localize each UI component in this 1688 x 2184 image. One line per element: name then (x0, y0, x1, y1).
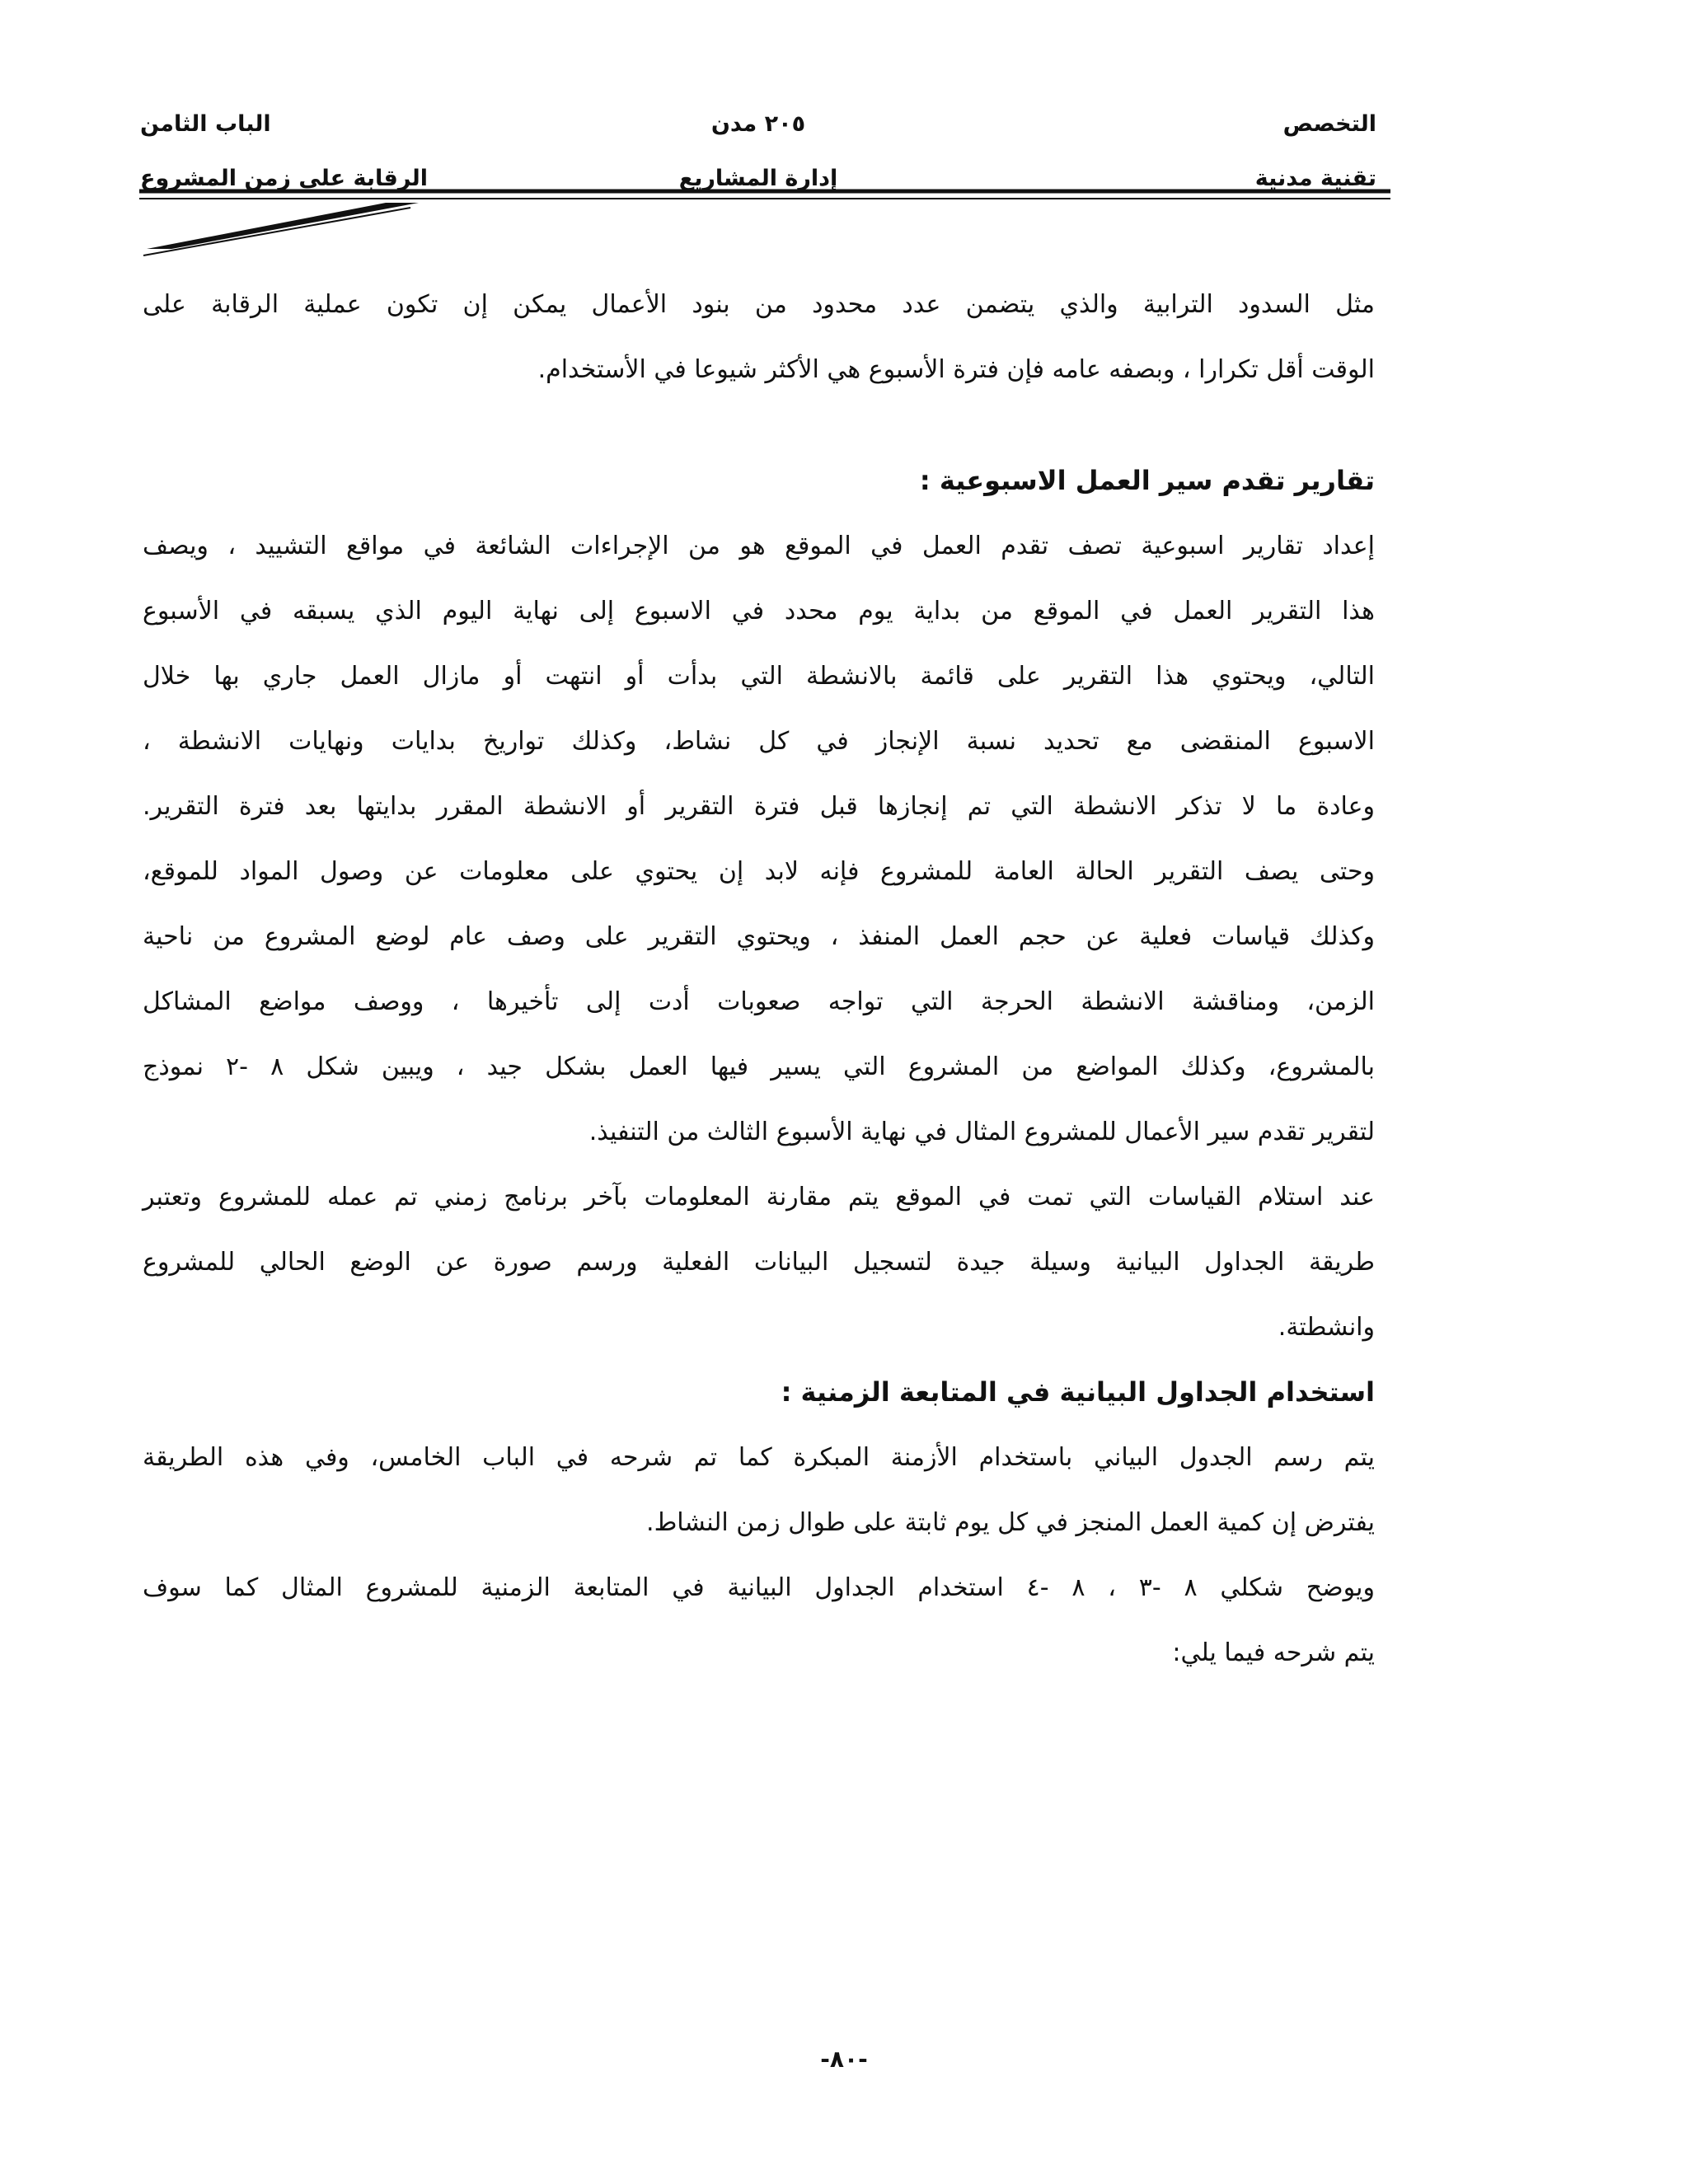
section-heading-weekly-reports: تقارير تقدم سير العمل الاسبوعية : (919, 465, 1375, 496)
body-line: الوقت أقل تكرارا ، وبصفه عامه فإن فترة الأسبوع هي الأكثر شيوعا في الأستخدام. (537, 355, 1375, 384)
header-specialty-value: تقنية مدنية (1254, 166, 1376, 191)
header-divider (138, 0, 1391, 264)
body-line: بالمشروع، وكذلك المواضع من المشروع التي يسير فيها العمل بشكل جيد ، ويبين شكل ٨ -٢ نموذج (143, 1052, 1375, 1081)
header-course-title: إدارة المشاريع (678, 166, 838, 191)
page-number: -٨٠- (820, 2046, 868, 2073)
body-line: ويوضح شكلي ٨ -٣ ، ٨ -٤ استخدام الجداول البيانية في المتابعة الزمنية للمشروع المثال كما سوف (143, 1573, 1375, 1602)
body-line: وعادة ما لا تذكر الانشطة التي تم إنجازها قبل فترة التقرير أو الانشطة المقرر بدايتها بعد فترة التقرير. (143, 792, 1375, 821)
body-line: وانشطتة. (1278, 1313, 1375, 1342)
body-line: إعداد تقارير اسبوعية تصف تقدم العمل في الموقع هو من الإجراءات الشائعة في مواقع التشييد ، ويصف (143, 532, 1375, 560)
body-line: لتقرير تقدم سير الأعمال للمشروع المثال في نهاية الأسبوع الثالث من التنفيذ. (588, 1118, 1375, 1146)
document-body (143, 272, 1375, 1685)
body-line: التالي، ويحتوي هذا التقرير على قائمة بالانشطة التي بدأت أو انتهت أو مازال العمل جاري بها خلال (143, 662, 1375, 691)
body-line: يتم شرحه فيما يلي: (1172, 1638, 1375, 1667)
section-heading-bar-charts: استخدام الجداول البيانية في المتابعة الزمنية : (781, 1376, 1375, 1408)
body-line: يتم رسم الجدول البياني باستخدام الأزمنة المبكرة كما تم شرحه في الباب الخامس، وفي هذه الطريقة (143, 1443, 1375, 1472)
body-line: وحتى يصف التقرير الحالة العامة للمشروع فإنه لابد إن يحتوي على معلومات عن وصول المواد للموقع، (143, 857, 1375, 886)
body-line: عند استلام القياسات التي تمت في الموقع يتم مقارنة المعلومات بآخر برنامج زمني تم عمله للمشروع وتعتبر (143, 1183, 1375, 1212)
body-line: وكذلك قياسات فعلية عن حجم العمل المنفذ ، ويحتوي التقرير على وصف عام لوضع المشروع من ناحية (143, 922, 1375, 951)
body-line: الزمن، ومناقشة الانشطة الحرجة التي تواجه صعوبات أدت إلى تأخيرها ، ووصف مواضع المشاكل (143, 987, 1375, 1016)
body-line: هذا التقرير العمل في الموقع من بداية يوم محدد في الاسبوع إلى نهاية اليوم الذي يسبقه في الأسبوع (143, 597, 1375, 626)
header-course-code: ٢٠٥ مدن (710, 111, 806, 137)
header-chapter-title: الرقابة على زمن المشروع (140, 166, 429, 191)
header-specialty-label: التخصص (1282, 111, 1376, 137)
body-line: مثل السدود الترابية والذي يتضمن عدد محدود من بنود الأعمال يمكن إن تكون عملية الرقابة على (143, 290, 1375, 319)
body-line: يفترض إن كمية العمل المنجز في كل يوم ثابتة على طوال زمن النشاط. (646, 1508, 1375, 1537)
body-line: طريقة الجداول البيانية وسيلة جيدة لتسجيل البيانات الفعلية ورسم صورة عن الوضع الحالي للمشروع (143, 1248, 1375, 1277)
body-line: الاسبوع المنقضى مع تحديد نسبة الإنجاز في كل نشاط، وكذلك تواريخ بدايات ونهايات الانشطة ، (143, 727, 1375, 756)
header-chapter-number: الباب الثامن (140, 111, 271, 137)
